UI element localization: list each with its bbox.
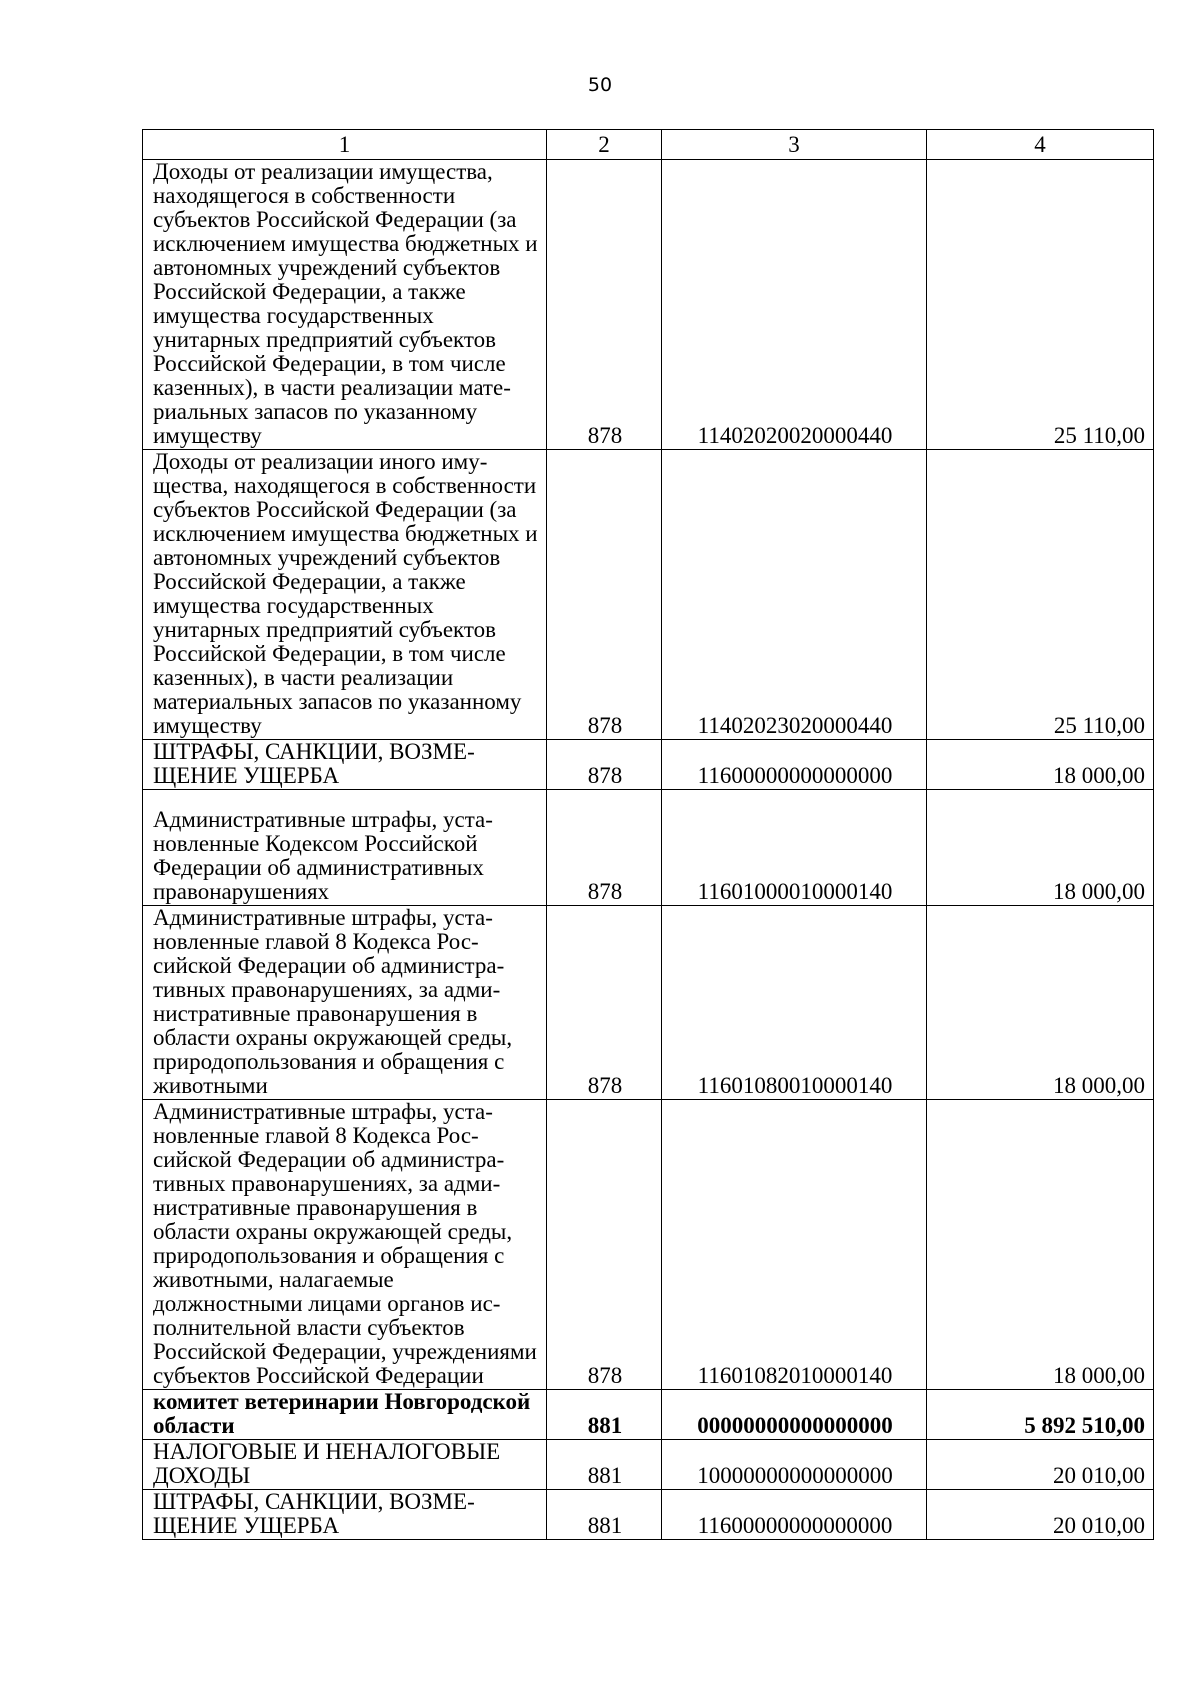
row-budget-code: 11402023020000440 <box>662 450 927 740</box>
row-org-code: 881 <box>547 1490 662 1540</box>
row-org-code: 878 <box>547 740 662 790</box>
row-description: Доходы от реализации имущества, находящегося в собственности субъектов Российской Федерации (за исключением имущества бюджетных и автономных учреждений субъектов Российской Федерации, а также имущества государственных унитарных предприятий субъектов Российской Федерации, в том числе казенных), в части реализации материальных запасов по указанному имуществу <box>143 160 547 450</box>
row-org-code: 878 <box>547 450 662 740</box>
row-description: ШТРАФЫ, САНКЦИИ, ВОЗМЕЩЕНИЕ УЩЕРБА <box>143 740 547 790</box>
row-budget-code: 11601082010000140 <box>662 1100 927 1390</box>
table-header-row <box>143 130 1154 160</box>
row-org-code: 878 <box>547 1100 662 1390</box>
row-description: Административные штрафы, установленные главой 8 Кодекса Российской Федерации об административных правонарушениях, за административные правонарушения в области охраны окружающей среды, природопользования и обращения с животными <box>143 906 547 1100</box>
row-budget-code: 11600000000000000 <box>662 740 927 790</box>
row-budget-code: 11601080010000140 <box>662 906 927 1100</box>
row-description: Доходы от реализации иного имущества, находящегося в собственности субъектов Российской Федерации (за исключением имущества бюджетных и автономных учреждений субъектов Российской Федерации, а также имущества государственных унитарных предприятий субъектов Российской Федерации, в том числе казенных), в части реализации материальных запасов по указанному имуществу <box>143 450 547 740</box>
column-header-description: 1 <box>143 130 547 160</box>
row-amount: 20 010,00 <box>927 1490 1154 1540</box>
table-row <box>143 160 1154 450</box>
row-description: Административные штрафы, установленные главой 8 Кодекса Российской Федерации об административных правонарушениях, за административные правонарушения в области охраны окружающей среды, природопользования и обращения с животными, налагаемые должностными лицами органов исполнительной власти субъектов Российской Федерации, учреждениями субъектов Российской Федерации <box>143 1100 547 1390</box>
row-description: комитет ветеринарии Новгородской области <box>143 1390 547 1440</box>
row-amount: 25 110,00 <box>927 450 1154 740</box>
row-org-code: 881 <box>547 1390 662 1440</box>
table-row <box>143 740 1154 790</box>
row-org-code: 878 <box>547 906 662 1100</box>
row-budget-code: 11600000000000000 <box>662 1490 927 1540</box>
row-org-code: 881 <box>547 1440 662 1490</box>
table-row <box>143 450 1154 740</box>
page-number: 50 <box>587 74 613 96</box>
row-amount: 18 000,00 <box>927 790 1154 906</box>
row-description: ШТРАФЫ, САНКЦИИ, ВОЗМЕЩЕНИЕ УЩЕРБА <box>143 1490 547 1540</box>
row-amount: 25 110,00 <box>927 160 1154 450</box>
row-description: НАЛОГОВЫЕ И НЕНАЛОГОВЫЕ ДОХОДЫ <box>143 1440 547 1490</box>
column-header-amount: 4 <box>927 130 1154 160</box>
row-budget-code: 10000000000000000 <box>662 1440 927 1490</box>
table-row <box>143 1100 1154 1390</box>
column-header-code: 3 <box>662 130 927 160</box>
row-amount: 5 892 510,00 <box>927 1390 1154 1440</box>
row-budget-code: 11402020020000440 <box>662 160 927 450</box>
table-row <box>143 906 1154 1100</box>
row-amount: 18 000,00 <box>927 1100 1154 1390</box>
row-amount: 18 000,00 <box>927 740 1154 790</box>
column-header-org: 2 <box>547 130 662 160</box>
row-amount: 18 000,00 <box>927 906 1154 1100</box>
table-row-department-total <box>143 1390 1154 1440</box>
row-description: Административные штрафы, установленные Кодексом Российской Федерации об административных правонарушениях <box>143 790 547 906</box>
row-amount: 20 010,00 <box>927 1440 1154 1490</box>
row-budget-code: 11601000010000140 <box>662 790 927 906</box>
row-org-code: 878 <box>547 790 662 906</box>
row-org-code: 878 <box>547 160 662 450</box>
table-row <box>143 1490 1154 1540</box>
budget-table <box>142 129 1154 1540</box>
row-budget-code: 00000000000000000 <box>662 1390 927 1440</box>
table-row <box>143 790 1154 906</box>
table-row <box>143 1440 1154 1490</box>
